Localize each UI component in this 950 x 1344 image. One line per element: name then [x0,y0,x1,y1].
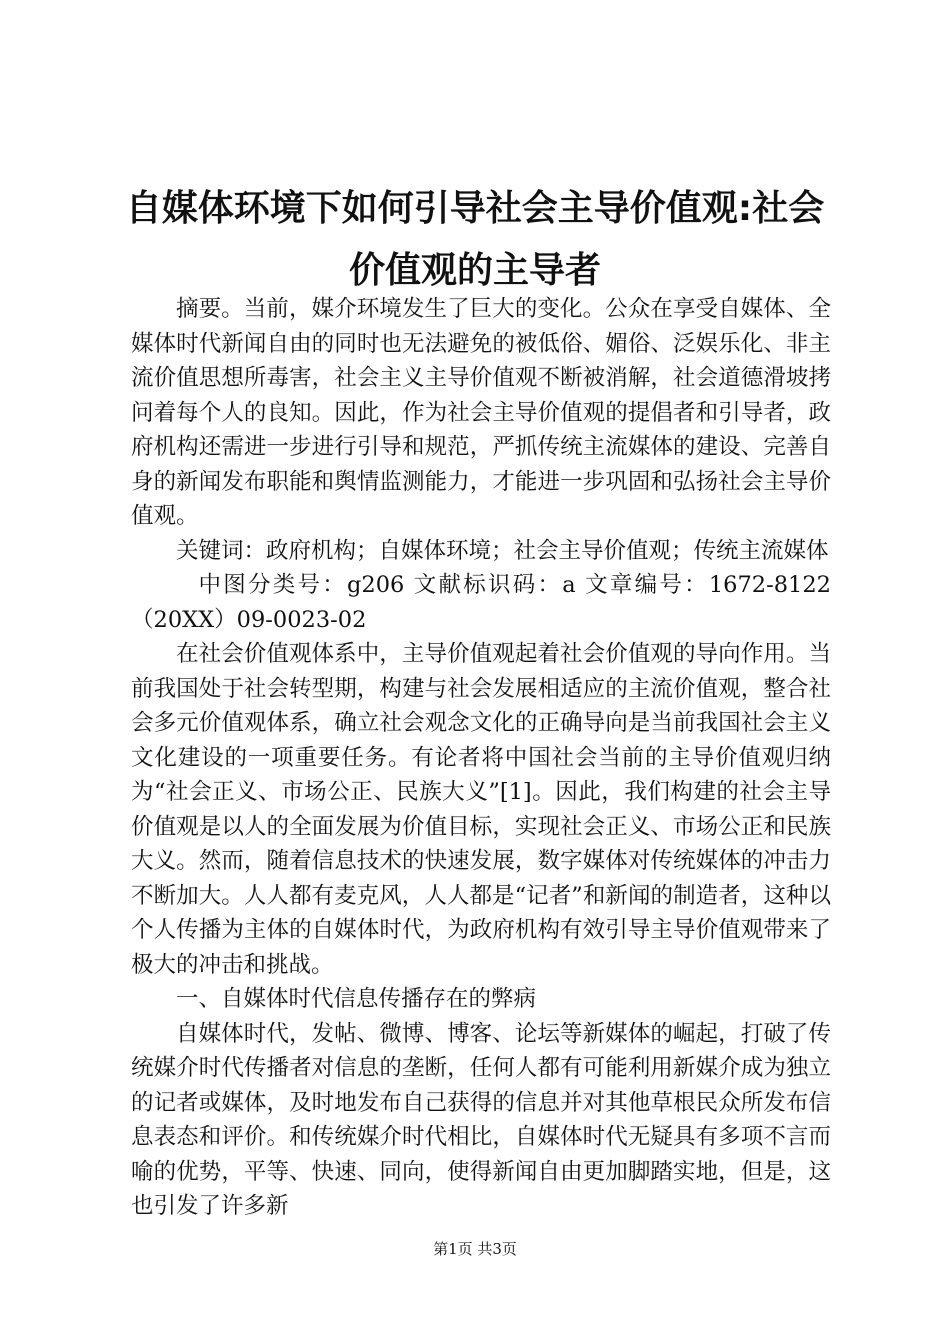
keywords-paragraph: 关键词：政府机构；自媒体环境；社会主导价值观；传统主流媒体 [176,537,829,564]
page-title: 自媒体环境下如何引导社会主导价值观:社会价值观的主导者 [125,188,825,291]
abstract-paragraph: 摘要。当前，媒介环境发生了巨大的变化。公众在享受自媒体、全媒体时代新闻自由的同时也无法避免的被低俗、媚俗、泛娱乐化、非主流价值思想所毒害，社会主义主导价值观不断被消解，社会道德滑坡拷问着每个人的良知。因此，作为社会主导价值观的提倡者和引导者，政府机构还需进一步进行引导和规范，严抓传统主流媒体的建设、完善自身的新闻发布职能和舆情监测能力，才能进一步巩固和弘扬社会主导价值观。 [131,296,831,529]
intro-paragraph: 在社会价值观体系中，主导价值观起着社会价值观的导向作用。当前我国处于社会转型期，构建与社会发展相适应的主流价值观，整合社会多元价值观体系，确立社会观念文化的正确导向是当前我国社会主义文化建设的一项重要任务。有论者将中国社会当前的主导价值观归纳为“社会正义、市场公正、民族大义”[1]。因此，我们构建的社会主导价值观是以人的全面发展为价值目标，实现社会正义、市场公正和民族大义。然而，随着信息技术的快速发展，数字媒体对传统媒体的冲击力不断加大。人人都有麦克风，人人都是“记者”和新闻的制造者，这种以个人传播为主体的自媒体时代，为政府机构有效引导主导价值观带来了极大的冲击和挑战。 [131,641,831,978]
page-footer: 第1页 共3页 [433,1240,517,1258]
article-body [131,292,831,1224]
body-paragraph: 自媒体时代，发帖、微博、博客、论坛等新媒体的崛起，打破了传统媒介时代传播者对信息的垄断，任何人都有可能利用新媒介成为独立的记者或媒体，及时地发布自己获得的信息并对其他草根民众所发布信息表态和评价。和传统媒介时代相比，自媒体时代无疑具有多项不言而喻的优势，平等、快速、同向，使得新闻自由更加脚踏实地，但是，这也引发了许多新 [131,1020,831,1219]
classification-paragraph: 中图分类号：g206 文献标识码：a 文章编号：1672-8122（20XX）09-0023-02 [131,572,831,633]
section-heading: 一、自媒体时代信息传播存在的弊病 [176,986,537,1012]
